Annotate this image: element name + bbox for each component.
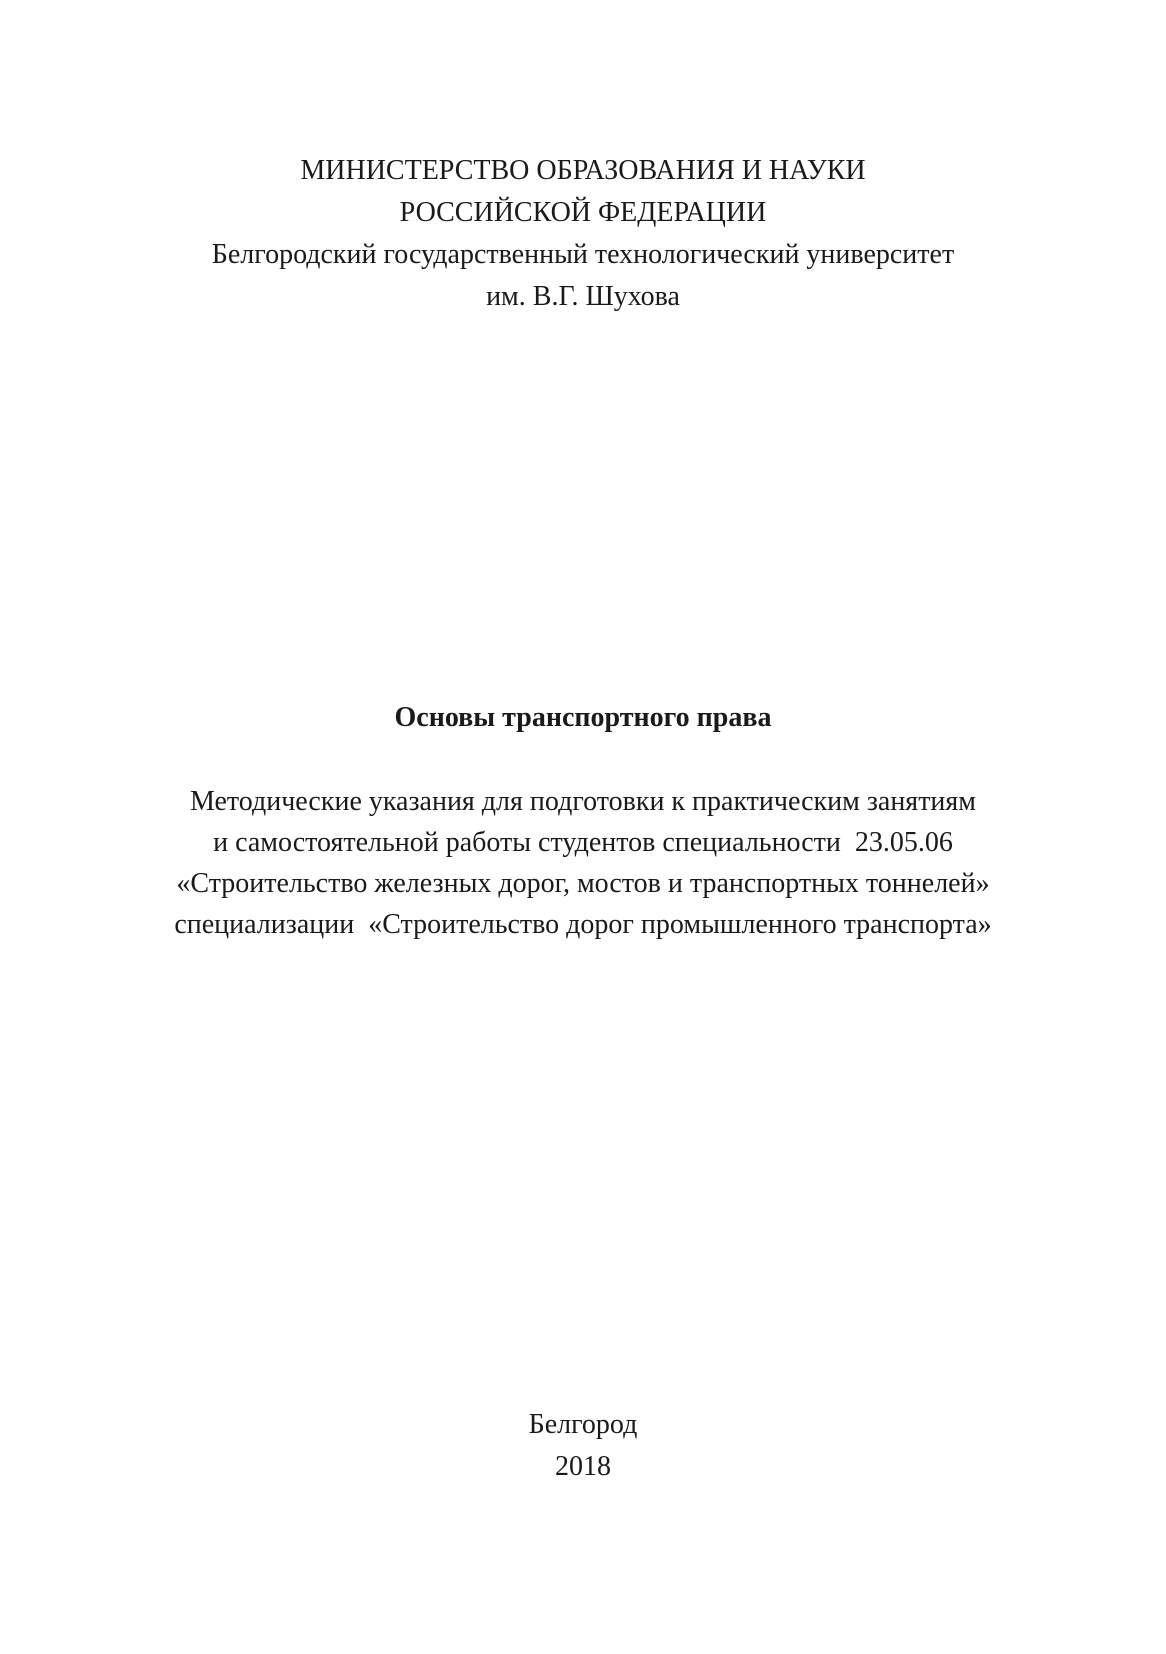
description-line-4: специализации «Строительство дорог промышленного транспорта» [174, 909, 992, 940]
document-description [0, 781, 1166, 945]
ministry-line-1: МИНИСТЕРСТВО ОБРАЗОВАНИЯ И НАУКИ [300, 155, 866, 186]
publication-city: Белгород [528, 1409, 638, 1440]
university-named-after: им. В.Г. Шухова [486, 281, 680, 312]
publication-footer [0, 1404, 1166, 1488]
ministry-header [0, 150, 1166, 318]
document-title-block [0, 697, 1166, 739]
university-name: Белгородский государственный технологический университет [211, 239, 955, 270]
ministry-line-2: РОССИЙСКОЙ ФЕДЕРАЦИИ [399, 197, 767, 228]
description-line-3: «Строительство железных дорог, мостов и транспортных тоннелей» [176, 868, 990, 899]
publication-year: 2018 [555, 1451, 611, 1482]
description-line-1: Методические указания для подготовки к практическим занятиям [189, 786, 977, 817]
description-line-2: и самостоятельной работы студентов специальности 23.05.06 [213, 827, 953, 858]
document-title: Основы транспортного права [394, 702, 772, 733]
